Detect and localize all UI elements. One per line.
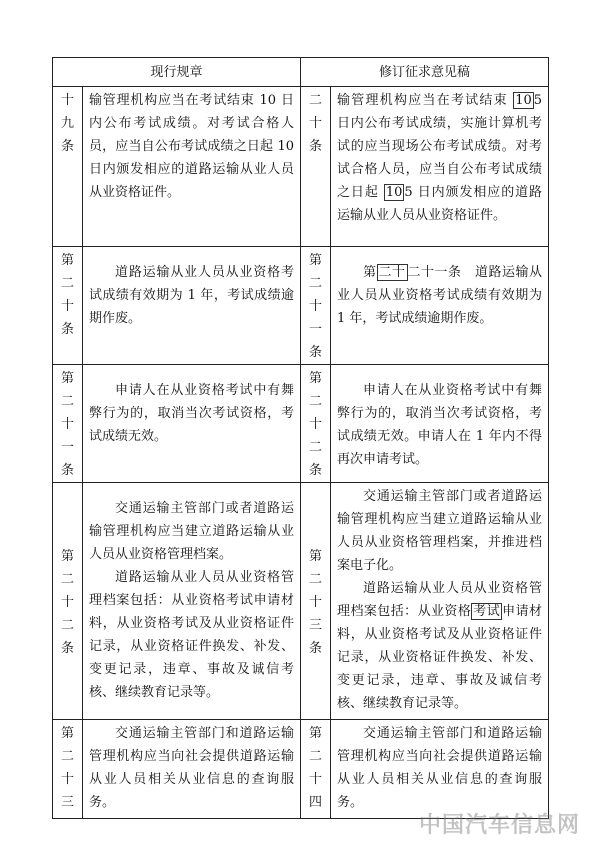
current-article-text: 交通运输主管部门和道路运输管理机构应当向社会提供道路运输从业人员相关从业信息的查询服务。 [83, 720, 301, 819]
current-article-number: 十 九 条 [53, 87, 83, 247]
current-article-number: 第 二 十 条 [53, 247, 83, 365]
revised-article-number: 第 二 十 三 条 [301, 483, 331, 720]
current-article-text: 交通运输主管部门或者道路运输管理机构应当建立道路运输从业人员从业资格管理档案。 道路运输从业人员从业资格管理档案包括：从业资格考试申请材料，从业资格考试及从业资格证件记录，从业资格证件换发、补发、变更记录，违章、事故及诚信考核、继续教育记录等。 [83, 483, 301, 720]
revised-draft-header: 修订征求意见稿 [301, 58, 549, 87]
revised-article-number: 第 二 十 一 条 [301, 247, 331, 365]
table-row [53, 87, 549, 247]
table-row [53, 483, 549, 720]
current-regulation-header: 现行规章 [53, 58, 301, 87]
current-article-number: 第 二 十 三 [53, 720, 83, 819]
current-article-text: 申请人在从业资格考试中有舞弊行为的，取消当次考试资格，考试成绩无效。 [83, 365, 301, 483]
revised-article-text: 交通运输主管部门和道路运输管理机构应当向社会提供道路运输从业人员相关从业信息的查询服务。 [331, 720, 549, 819]
site-watermark: 中国汽车信息网 [418, 813, 580, 838]
strikethrough-box: 10 [515, 93, 532, 108]
strikethrough-box: 二十 [378, 265, 406, 280]
table-row [53, 247, 549, 365]
table-row [53, 365, 549, 483]
revised-article-number: 第 二 十 二 条 [301, 365, 331, 483]
current-article-text: 输管理机构应当在考试结束 10 日内公布考试成绩。对考试合格人员，应当自公布考试成绩之日起 10 日内颁发相应的道路运输从业人员从业资格证件。 [83, 87, 301, 247]
revised-article-number: 第 二 十 四 [301, 720, 331, 819]
revised-article-text: 第 二十 二十一条 道路运输从业人员从业资格考试成绩有效期为 1 年，考试成绩逾期作废。 [331, 247, 549, 365]
strikethrough-box: 考试 [473, 604, 501, 619]
current-article-number: 第 二 十 一 条 [53, 365, 83, 483]
revised-article-text: 输管理机构应当在考试结束 10 5 日内公布考试成绩，实施计算机考试的应当现场公布考试成绩。对考试合格人员，应当自公布考试成绩之日起 10 5 日内颁发相应的道路运输从业人员从业资格证件。 [331, 87, 549, 247]
header-row [53, 58, 549, 87]
revised-article-number: 二 十 条 [301, 87, 331, 247]
revised-article-text: 申请人在从业资格考试中有舞弊行为的，取消当次考试资格，考试成绩无效。申请人在 1 年内不得再次申请考试。 [331, 365, 549, 483]
current-article-number: 第 二 十 二 条 [53, 483, 83, 720]
table-row [53, 720, 549, 819]
strikethrough-box: 10 [385, 185, 403, 200]
revised-article-text: 交通运输主管部门或者道路运输管理机构应当建立道路运输从业人员从业资格管理档案，并推进档案电子化。 道路运输从业人员从业资格管理档案包括：从业资格 考试 申请材料，从业资格考试及从业资格证件记录，从业资格证件换发、补发、变更记录，违章、事故及诚信考核、继续教育记录等。 [331, 483, 549, 720]
current-article-text: 道路运输从业人员从业资格考试成绩有效期为 1 年，考试成绩逾期作废。 [83, 247, 301, 365]
comparison-table [52, 57, 549, 819]
